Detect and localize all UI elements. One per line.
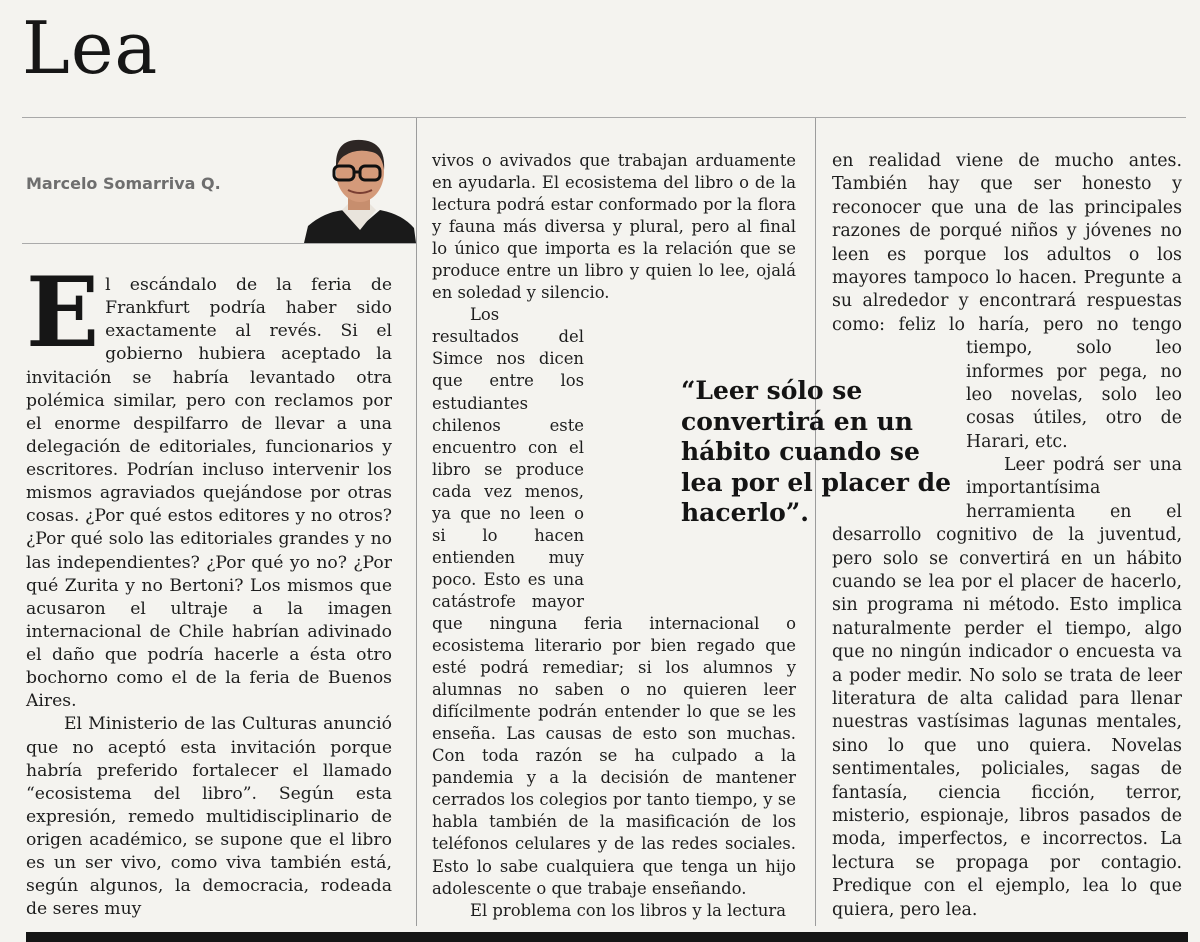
paragraph-text: Los resultados del Simce nos dicen que entre los estudiantes chilenos este encuentro con el libro se produce cada vez menos, ya que no leen o si lo hacen entienden muy poco. Esto es una catástrofe mayor que ninguna feria internacional o ecosistema literario por bien regado que esté podrá remediar; si los alumnos y alumnas no saben o no quieren leer difícilmente podrán entender lo que se les enseña. Las causas de esto son muchas. Con toda razón se ha culpado a la pandemia y a la decisión de mantener cerrados los colegios por tanto tiempo, y se habla también de la masificación de los teléfonos celulares y de las redes sociales. Esto lo sabe cualquiera que tenga un hijo adolescente o que trabaje enseñando. <box>432 305 796 898</box>
paragraph-text: en realidad viene de mucho antes. También hay que ser honesto y reconocer que una de las principales razones de porqué niños y jóvenes no leen es porque los adultos o los mayores tampoco lo hacen. Pregunte a su alrededor y encontrará respuestas como: feliz lo haría, pero no tengo tiempo, solo leo informes por pega, no leo novelas, solo leo cosas útiles, otro de Harari, etc. <box>832 151 1182 452</box>
byline-rule <box>22 243 416 244</box>
paragraph: Leer podrá ser una importantísima herramienta en el desarrollo cognitivo de la juventud, pero solo se convertirá en un hábito cuando se lea por el placer de hacerlo, sin programa ni método. Esto implica naturalmente perder el tiempo, algo que no ningún indicador o encuesta va a poder medir. No solo se trata de leer literatura de alta calidad para llenar nuestras vastísimas lagunas mentales, sino lo que uno quiera. Novelas sentimentales, policiales, sagas de fantasía, ciencia ficción, terror, misterio, espionaje, libros pasados de moda, imperfectos, e incorrectos. La lectura se propaga por contagio. Predique con el ejemplo, lea lo que quiera, pero lea. <box>832 455 1182 920</box>
pull-quote: “Leer sólo se convertirá en un hábito cuando se lea por el placer de hacerlo”. <box>681 376 952 527</box>
drop-cap: E <box>26 256 100 369</box>
paragraph-text: l escándalo de la feria de Frankfurt podría haber sido exactamente al revés. Si el gobierno hubiera aceptado la invitación se habría levantado otra polémica similar, pero con reclamos por el enorme despilfarro de llevar a una delegación de editoriales, funcionarios y escritores. Podrían incluso intervenir los mismos agraviados quejándose por otras cosas. ¿Por qué estos editores y no otros? ¿Por qué solo las editoriales grandes y no las independientes? ¿Por qué yo no? ¿Por qué Zurita y no Bertoni? Los mismos que acusaron el ultraje a la imagen internacional de Chile habrían adivinado el daño que podría hacerle a ésta otro bochorno como el de la feria de Buenos Aires. <box>26 275 392 712</box>
author-byline: Marcelo Somarriva Q. <box>26 174 221 193</box>
top-rule <box>22 117 1186 118</box>
section-title: Lea <box>22 6 159 90</box>
column-divider-1 <box>416 118 417 926</box>
author-portrait <box>304 130 416 243</box>
paragraph: El Ministerio de las Culturas anunció que no aceptó esta invitación porque habría preferido fortalecer el llamado “ecosistema del libro”. Según esta expresión, remedo multidisciplinario de origen académico, se supone que el libro es un ser vivo, como viva también está, según algunos, la democracia, rodeada de seres muy <box>26 714 392 920</box>
paragraph <box>26 256 392 713</box>
article-column-1 <box>26 256 392 922</box>
article-column-2 <box>432 150 796 922</box>
bottom-bar <box>26 932 1188 942</box>
article-column-3 <box>832 150 1182 922</box>
paragraph: El problema con los libros y la lectura <box>470 900 786 920</box>
paragraph: vivos o avivados que trabajan arduamente en ayudarla. El ecosistema del libro o de la lectura podrá estar conformado por la flora y fauna más diversa y plural, pero al final lo único que importa es la relación que se produce entre un libro y quien lo lee, ojalá en soledad y silencio. <box>432 151 796 303</box>
